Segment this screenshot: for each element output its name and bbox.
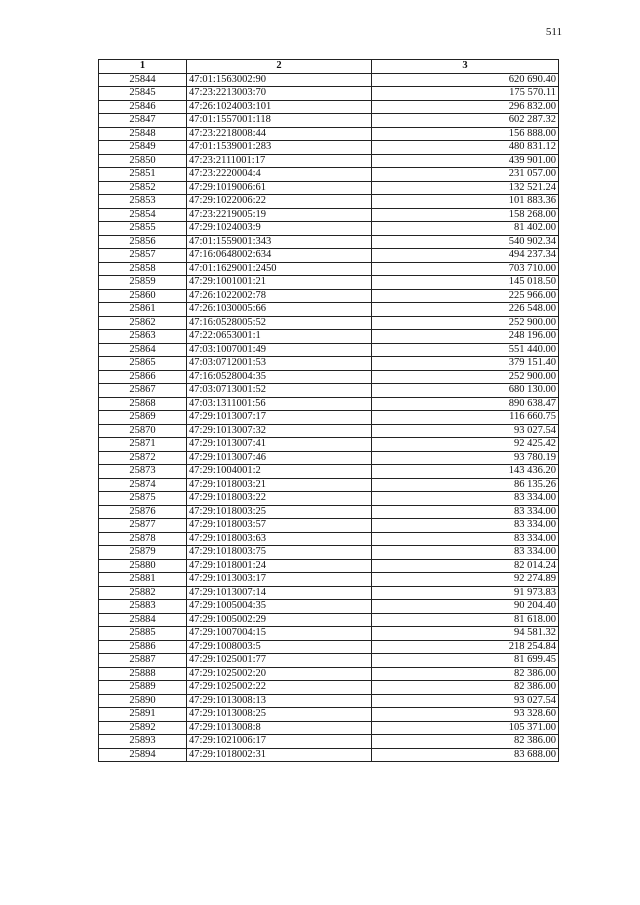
cadastral-number-cell: 47:01:1629001:2450 bbox=[187, 262, 372, 276]
cadastral-value-cell: 252 900.00 bbox=[372, 370, 559, 384]
cadastral-value-cell: 93 780.19 bbox=[372, 451, 559, 465]
row-number-cell: 25882 bbox=[99, 586, 187, 600]
column-header-1: 1 bbox=[99, 60, 187, 74]
table-row bbox=[99, 559, 559, 573]
cadastral-value-cell: 175 570.11 bbox=[372, 87, 559, 101]
table-row bbox=[99, 667, 559, 681]
cadastral-value-cell: 93 328.60 bbox=[372, 708, 559, 722]
table-row bbox=[99, 330, 559, 344]
column-header-2: 2 bbox=[187, 60, 372, 74]
cadastral-value-cell: 92 274.89 bbox=[372, 573, 559, 587]
cadastral-value-cell: 93 027.54 bbox=[372, 424, 559, 438]
table-row bbox=[99, 357, 559, 371]
cadastral-number-cell: 47:16:0528004:35 bbox=[187, 370, 372, 384]
cadastral-value-cell: 116 660.75 bbox=[372, 411, 559, 425]
row-number-cell: 25884 bbox=[99, 613, 187, 627]
cadastral-number-cell: 47:29:1018001:24 bbox=[187, 559, 372, 573]
cadastral-number-cell: 47:03:0713001:52 bbox=[187, 384, 372, 398]
cadastral-value-cell: 231 057.00 bbox=[372, 168, 559, 182]
cadastral-value-cell: 620 690.40 bbox=[372, 73, 559, 87]
table-row bbox=[99, 100, 559, 114]
cadastral-value-cell: 218 254.84 bbox=[372, 640, 559, 654]
cadastral-value-cell: 94 581.32 bbox=[372, 627, 559, 641]
cadastral-number-cell: 47:29:1022006:22 bbox=[187, 195, 372, 209]
cadastral-number-cell: 47:03:1007001:49 bbox=[187, 343, 372, 357]
cadastral-value-cell: 145 018.50 bbox=[372, 276, 559, 290]
cadastral-value-cell: 81 699.45 bbox=[372, 654, 559, 668]
table-row bbox=[99, 411, 559, 425]
row-number-cell: 25864 bbox=[99, 343, 187, 357]
row-number-cell: 25881 bbox=[99, 573, 187, 587]
cadastral-number-cell: 47:29:1025001:77 bbox=[187, 654, 372, 668]
row-number-cell: 25880 bbox=[99, 559, 187, 573]
page-number: 511 bbox=[545, 26, 562, 38]
table-row bbox=[99, 370, 559, 384]
header-row bbox=[99, 60, 559, 74]
table-row bbox=[99, 208, 559, 222]
row-number-cell: 25869 bbox=[99, 411, 187, 425]
cadastral-value-cell: 540 902.34 bbox=[372, 235, 559, 249]
row-number-cell: 25868 bbox=[99, 397, 187, 411]
column-header-3: 3 bbox=[372, 60, 559, 74]
cadastral-value-cell: 680 130.00 bbox=[372, 384, 559, 398]
cadastral-number-cell: 47:29:1013008:25 bbox=[187, 708, 372, 722]
table-row bbox=[99, 492, 559, 506]
row-number-cell: 25861 bbox=[99, 303, 187, 317]
cadastral-number-cell: 47:29:1013007:41 bbox=[187, 438, 372, 452]
cadastral-value-cell: 91 973.83 bbox=[372, 586, 559, 600]
cadastral-number-cell: 47:29:1018003:25 bbox=[187, 505, 372, 519]
table-row bbox=[99, 654, 559, 668]
row-number-cell: 25883 bbox=[99, 600, 187, 614]
cadastral-number-cell: 47:16:0528005:52 bbox=[187, 316, 372, 330]
row-number-cell: 25877 bbox=[99, 519, 187, 533]
cadastral-value-cell: 158 268.00 bbox=[372, 208, 559, 222]
row-number-cell: 25879 bbox=[99, 546, 187, 560]
row-number-cell: 25847 bbox=[99, 114, 187, 128]
cadastral-number-cell: 47:29:1005002:29 bbox=[187, 613, 372, 627]
row-number-cell: 25852 bbox=[99, 181, 187, 195]
table-row bbox=[99, 478, 559, 492]
cadastral-number-cell: 47:01:1539001:283 bbox=[187, 141, 372, 155]
cadastral-value-cell: 83 334.00 bbox=[372, 505, 559, 519]
cadastral-number-cell: 47:26:1024003:101 bbox=[187, 100, 372, 114]
cadastral-value-cell: 86 135.26 bbox=[372, 478, 559, 492]
cadastral-number-cell: 47:29:1018003:63 bbox=[187, 532, 372, 546]
table-row bbox=[99, 262, 559, 276]
row-number-cell: 25874 bbox=[99, 478, 187, 492]
table-row bbox=[99, 640, 559, 654]
row-number-cell: 25871 bbox=[99, 438, 187, 452]
table-row bbox=[99, 168, 559, 182]
cadastral-number-cell: 47:29:1013007:46 bbox=[187, 451, 372, 465]
cadastral-value-cell: 252 900.00 bbox=[372, 316, 559, 330]
table-row bbox=[99, 627, 559, 641]
cadastral-value-cell: 105 371.00 bbox=[372, 721, 559, 735]
cadastral-value-cell: 132 521.24 bbox=[372, 181, 559, 195]
row-number-cell: 25862 bbox=[99, 316, 187, 330]
table-row bbox=[99, 681, 559, 695]
cadastral-number-cell: 47:29:1018003:22 bbox=[187, 492, 372, 506]
row-number-cell: 25870 bbox=[99, 424, 187, 438]
cadastral-value-cell: 143 436.20 bbox=[372, 465, 559, 479]
cadastral-value-cell: 703 710.00 bbox=[372, 262, 559, 276]
table-row bbox=[99, 613, 559, 627]
table-row bbox=[99, 249, 559, 263]
table-row bbox=[99, 384, 559, 398]
row-number-cell: 25872 bbox=[99, 451, 187, 465]
table-row bbox=[99, 708, 559, 722]
row-number-cell: 25857 bbox=[99, 249, 187, 263]
table-row bbox=[99, 438, 559, 452]
cadastral-number-cell: 47:03:1311001:56 bbox=[187, 397, 372, 411]
cadastral-value-cell: 551 440.00 bbox=[372, 343, 559, 357]
cadastral-number-cell: 47:29:1013008:8 bbox=[187, 721, 372, 735]
table-row bbox=[99, 303, 559, 317]
cadastral-number-cell: 47:03:0712001:53 bbox=[187, 357, 372, 371]
row-number-cell: 25863 bbox=[99, 330, 187, 344]
row-number-cell: 25875 bbox=[99, 492, 187, 506]
cadastral-value-cell: 602 287.32 bbox=[372, 114, 559, 128]
cadastral-number-cell: 47:01:1559001:343 bbox=[187, 235, 372, 249]
table-row bbox=[99, 546, 559, 560]
table-row bbox=[99, 114, 559, 128]
table-row bbox=[99, 735, 559, 749]
cadastral-number-cell: 47:29:1021006:17 bbox=[187, 735, 372, 749]
table-body bbox=[99, 73, 559, 762]
cadastral-number-cell: 47:29:1018003:75 bbox=[187, 546, 372, 560]
table-row bbox=[99, 141, 559, 155]
cadastral-value-cell: 81 402.00 bbox=[372, 222, 559, 236]
row-number-cell: 25855 bbox=[99, 222, 187, 236]
row-number-cell: 25889 bbox=[99, 681, 187, 695]
cadastral-number-cell: 47:23:2213003:70 bbox=[187, 87, 372, 101]
row-number-cell: 25885 bbox=[99, 627, 187, 641]
row-number-cell: 25865 bbox=[99, 357, 187, 371]
table-row bbox=[99, 397, 559, 411]
row-number-cell: 25856 bbox=[99, 235, 187, 249]
table-row bbox=[99, 195, 559, 209]
cadastral-number-cell: 47:26:1022002:78 bbox=[187, 289, 372, 303]
table-row bbox=[99, 289, 559, 303]
table-row bbox=[99, 73, 559, 87]
cadastral-value-cell: 83 688.00 bbox=[372, 748, 559, 762]
cadastral-number-cell: 47:29:1001001:21 bbox=[187, 276, 372, 290]
cadastral-value-cell: 156 888.00 bbox=[372, 127, 559, 141]
table-row bbox=[99, 154, 559, 168]
cadastral-number-cell: 47:01:1557001:118 bbox=[187, 114, 372, 128]
cadastral-value-cell: 90 204.40 bbox=[372, 600, 559, 614]
table-row bbox=[99, 748, 559, 762]
row-number-cell: 25887 bbox=[99, 654, 187, 668]
cadastral-number-cell: 47:29:1025002:20 bbox=[187, 667, 372, 681]
cadastral-number-cell: 47:29:1018002:31 bbox=[187, 748, 372, 762]
cadastral-value-cell: 83 334.00 bbox=[372, 492, 559, 506]
table-row bbox=[99, 505, 559, 519]
cadastral-value-cell: 225 966.00 bbox=[372, 289, 559, 303]
row-number-cell: 25890 bbox=[99, 694, 187, 708]
cadastral-value-cell: 92 425.42 bbox=[372, 438, 559, 452]
row-number-cell: 25886 bbox=[99, 640, 187, 654]
cadastral-number-cell: 47:16:0648002:634 bbox=[187, 249, 372, 263]
table-row bbox=[99, 343, 559, 357]
cadastral-number-cell: 47:29:1024003:9 bbox=[187, 222, 372, 236]
row-number-cell: 25891 bbox=[99, 708, 187, 722]
cadastral-value-cell: 82 386.00 bbox=[372, 681, 559, 695]
cadastral-value-table bbox=[98, 59, 559, 762]
table-row bbox=[99, 532, 559, 546]
row-number-cell: 25844 bbox=[99, 73, 187, 87]
cadastral-number-cell: 47:29:1013008:13 bbox=[187, 694, 372, 708]
cadastral-number-cell: 47:29:1013007:32 bbox=[187, 424, 372, 438]
row-number-cell: 25860 bbox=[99, 289, 187, 303]
cadastral-number-cell: 47:01:1563002:90 bbox=[187, 73, 372, 87]
cadastral-value-cell: 83 334.00 bbox=[372, 532, 559, 546]
row-number-cell: 25845 bbox=[99, 87, 187, 101]
row-number-cell: 25854 bbox=[99, 208, 187, 222]
cadastral-number-cell: 47:29:1025002:22 bbox=[187, 681, 372, 695]
row-number-cell: 25894 bbox=[99, 748, 187, 762]
row-number-cell: 25893 bbox=[99, 735, 187, 749]
cadastral-number-cell: 47:29:1018003:57 bbox=[187, 519, 372, 533]
table-row bbox=[99, 127, 559, 141]
row-number-cell: 25866 bbox=[99, 370, 187, 384]
cadastral-number-cell: 47:23:2218008:44 bbox=[187, 127, 372, 141]
row-number-cell: 25878 bbox=[99, 532, 187, 546]
cadastral-number-cell: 47:22:0653001:1 bbox=[187, 330, 372, 344]
cadastral-number-cell: 47:29:1008003:5 bbox=[187, 640, 372, 654]
row-number-cell: 25846 bbox=[99, 100, 187, 114]
table-row bbox=[99, 276, 559, 290]
row-number-cell: 25888 bbox=[99, 667, 187, 681]
table-row bbox=[99, 222, 559, 236]
table-row bbox=[99, 519, 559, 533]
cadastral-value-cell: 82 014.24 bbox=[372, 559, 559, 573]
table-row bbox=[99, 316, 559, 330]
cadastral-value-cell: 81 618.00 bbox=[372, 613, 559, 627]
cadastral-value-cell: 83 334.00 bbox=[372, 519, 559, 533]
cadastral-value-cell: 296 832.00 bbox=[372, 100, 559, 114]
row-number-cell: 25850 bbox=[99, 154, 187, 168]
table-row bbox=[99, 721, 559, 735]
row-number-cell: 25851 bbox=[99, 168, 187, 182]
table-row bbox=[99, 235, 559, 249]
cadastral-number-cell: 47:29:1005004:35 bbox=[187, 600, 372, 614]
cadastral-number-cell: 47:29:1013007:14 bbox=[187, 586, 372, 600]
cadastral-value-cell: 890 638.47 bbox=[372, 397, 559, 411]
table-row bbox=[99, 451, 559, 465]
table-row bbox=[99, 694, 559, 708]
cadastral-value-cell: 82 386.00 bbox=[372, 667, 559, 681]
cadastral-number-cell: 47:23:2220004:4 bbox=[187, 168, 372, 182]
table-row bbox=[99, 87, 559, 101]
cadastral-number-cell: 47:29:1004001:2 bbox=[187, 465, 372, 479]
row-number-cell: 25867 bbox=[99, 384, 187, 398]
cadastral-value-cell: 83 334.00 bbox=[372, 546, 559, 560]
row-number-cell: 25892 bbox=[99, 721, 187, 735]
row-number-cell: 25876 bbox=[99, 505, 187, 519]
cadastral-value-cell: 494 237.34 bbox=[372, 249, 559, 263]
table-row bbox=[99, 181, 559, 195]
table-row bbox=[99, 465, 559, 479]
cadastral-number-cell: 47:29:1019006:61 bbox=[187, 181, 372, 195]
table-row bbox=[99, 600, 559, 614]
row-number-cell: 25873 bbox=[99, 465, 187, 479]
row-number-cell: 25849 bbox=[99, 141, 187, 155]
cadastral-value-cell: 93 027.54 bbox=[372, 694, 559, 708]
cadastral-number-cell: 47:26:1030005:66 bbox=[187, 303, 372, 317]
table-row bbox=[99, 586, 559, 600]
row-number-cell: 25848 bbox=[99, 127, 187, 141]
cadastral-value-cell: 226 548.00 bbox=[372, 303, 559, 317]
row-number-cell: 25859 bbox=[99, 276, 187, 290]
cadastral-value-cell: 101 883.36 bbox=[372, 195, 559, 209]
cadastral-value-cell: 379 151.40 bbox=[372, 357, 559, 371]
table-header bbox=[99, 60, 559, 74]
cadastral-value-cell: 480 831.12 bbox=[372, 141, 559, 155]
cadastral-number-cell: 47:23:2111001:17 bbox=[187, 154, 372, 168]
cadastral-value-cell: 82 386.00 bbox=[372, 735, 559, 749]
row-number-cell: 25858 bbox=[99, 262, 187, 276]
cadastral-number-cell: 47:23:2219005:19 bbox=[187, 208, 372, 222]
cadastral-value-cell: 439 901.00 bbox=[372, 154, 559, 168]
cadastral-number-cell: 47:29:1013003:17 bbox=[187, 573, 372, 587]
table-row bbox=[99, 424, 559, 438]
cadastral-number-cell: 47:29:1013007:17 bbox=[187, 411, 372, 425]
cadastral-number-cell: 47:29:1018003:21 bbox=[187, 478, 372, 492]
table-row bbox=[99, 573, 559, 587]
cadastral-number-cell: 47:29:1007004:15 bbox=[187, 627, 372, 641]
row-number-cell: 25853 bbox=[99, 195, 187, 209]
cadastral-value-cell: 248 196.00 bbox=[372, 330, 559, 344]
